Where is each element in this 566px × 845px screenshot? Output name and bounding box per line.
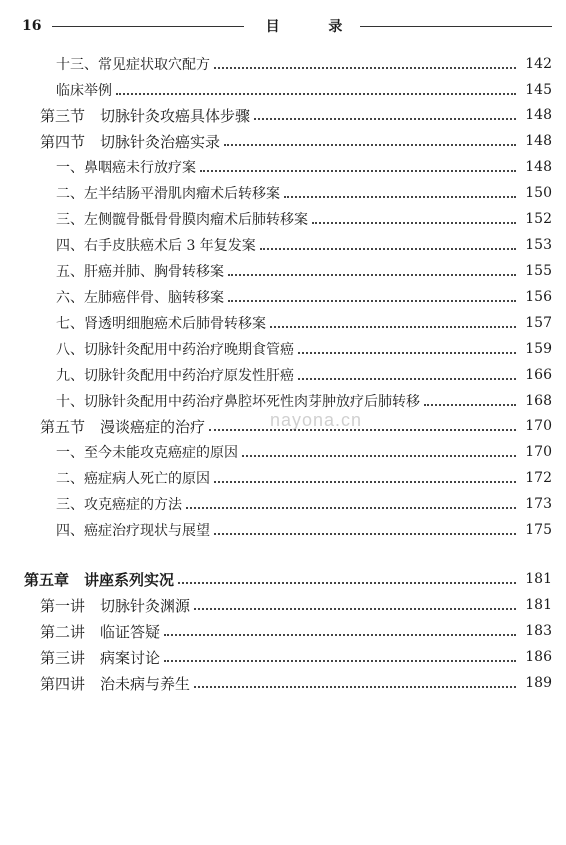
toc-entry-lecture[interactable]: [40, 645, 552, 669]
page-number: 16: [22, 18, 42, 34]
leader-dots: [200, 168, 516, 172]
toc-entry-label: 三、攻克癌症的方法: [56, 497, 182, 513]
toc-entry-page: 175: [525, 522, 552, 538]
toc-entry-page: 173: [525, 496, 552, 512]
leader-dots: [186, 505, 516, 509]
leader-dots: [228, 272, 516, 276]
leader-dots: [116, 91, 516, 95]
leader-dots: [214, 479, 516, 483]
toc-entry-page: 183: [525, 623, 552, 639]
toc-entry-page: 148: [525, 159, 552, 175]
toc-entry-page: 181: [525, 597, 552, 613]
toc-entry-label: 十三、常见症状取穴配方: [56, 57, 210, 73]
toc-entry-label: 六、左肺癌伴骨、脑转移案: [56, 290, 224, 306]
leader-dots: [178, 580, 516, 584]
toc-entry-label: 四、右手皮肤癌术后 3 年复发案: [56, 238, 256, 254]
toc-entry-page: 156: [525, 289, 552, 305]
leader-dots: [298, 350, 516, 354]
toc-entry-page: 170: [525, 418, 552, 434]
toc-entry-page: 150: [525, 185, 552, 201]
leader-dots: [164, 658, 516, 662]
toc-entry[interactable]: [56, 492, 552, 516]
leader-dots: [228, 298, 516, 302]
toc-entry-label: 八、切脉针灸配用中药治疗晚期食管癌: [56, 342, 294, 358]
toc-entry-page: 181: [525, 571, 552, 587]
leader-dots: [214, 531, 516, 535]
toc-entry-page: 142: [525, 56, 552, 72]
leader-dots: [254, 116, 516, 120]
toc-entry[interactable]: [56, 78, 552, 102]
toc-entry-page: 170: [525, 444, 552, 460]
toc-entry-label: 四、癌症治疗现状与展望: [56, 523, 210, 539]
leader-dots: [284, 194, 516, 198]
toc-entry-page: 157: [525, 315, 552, 331]
toc-entry-page: 172: [525, 470, 552, 486]
watermark-text: nayona.cn: [270, 410, 363, 430]
toc-entry[interactable]: [56, 52, 552, 76]
toc-entry-label: 第三讲 病案讨论: [40, 648, 161, 667]
toc-entry-label: 九、切脉针灸配用中药治疗原发性肝癌: [56, 368, 294, 384]
toc-entry[interactable]: [56, 311, 552, 335]
toc-entry-label: 第四讲 治未病与养生: [40, 674, 191, 693]
leader-dots: [194, 684, 516, 688]
toc-entry[interactable]: [56, 285, 552, 309]
leader-dots: [224, 142, 516, 146]
toc-entry[interactable]: [56, 337, 552, 361]
header-title: 目 录: [265, 19, 365, 35]
toc-entry-page: 186: [525, 649, 552, 665]
leader-dots: [424, 402, 516, 406]
toc-entry-chapter[interactable]: [24, 567, 552, 591]
leader-dots: [270, 324, 516, 328]
toc-entry-label: 二、左半结肠平滑肌肉瘤术后转移案: [56, 186, 280, 202]
leader-dots: [260, 246, 516, 250]
toc-entry[interactable]: [56, 207, 552, 231]
toc-entry-label: 五、肝癌并肺、胸骨转移案: [56, 264, 224, 280]
toc-entry[interactable]: [56, 363, 552, 387]
toc-entry-label: 临床举例: [56, 83, 112, 99]
toc-entry-label: 一、鼻咽癌未行放疗案: [56, 160, 196, 176]
leader-dots: [242, 453, 516, 457]
toc-entry-label: 一、至今未能攻克癌症的原因: [56, 445, 238, 461]
toc-entry-page: 168: [525, 393, 552, 409]
toc-entry[interactable]: [56, 440, 552, 464]
toc-entry[interactable]: [56, 466, 552, 490]
toc-entry-label: 第二讲 临证答疑: [40, 622, 161, 641]
toc-entry-label: 第三节 切脉针灸攻癌具体步骤: [40, 106, 251, 125]
toc-entry-page: 159: [525, 341, 552, 357]
toc-entry[interactable]: [56, 181, 552, 205]
toc-entry-lecture[interactable]: [40, 619, 552, 643]
leader-dots: [298, 376, 516, 380]
toc-entry-page: 148: [525, 107, 552, 123]
toc-entry-label: 十、切脉针灸配用中药治疗鼻腔坏死性肉芽肿放疗后肺转移: [56, 394, 420, 410]
toc-entry-page: 152: [525, 211, 552, 227]
toc-entry-label: 二、癌症病人死亡的原因: [56, 471, 210, 487]
toc-entry[interactable]: [56, 155, 552, 179]
toc-entry-page: 155: [525, 263, 552, 279]
toc-entry[interactable]: [56, 518, 552, 542]
toc-entry-label: 第一讲 切脉针灸渊源: [40, 596, 191, 615]
toc-entry[interactable]: [56, 259, 552, 283]
toc-entry-label: 七、肾透明细胞癌术后肺骨转移案: [56, 316, 266, 332]
toc-entry-label: 第五节 漫谈癌症的治疗: [40, 417, 206, 436]
leader-dots: [214, 65, 516, 69]
toc-entry-page: 166: [525, 367, 552, 383]
toc-entry-lecture[interactable]: [40, 671, 552, 695]
toc-entry-page: 153: [525, 237, 552, 253]
toc-entry-page: 189: [525, 675, 552, 691]
toc-entry-label: 三、左侧髋骨骶骨骨膜肉瘤术后肺转移案: [56, 212, 308, 228]
leader-dots: [194, 606, 516, 610]
toc-entry-label: 第五章 讲座系列实况: [24, 570, 175, 589]
toc-entry-page: 148: [525, 133, 552, 149]
toc-entry-section[interactable]: [40, 103, 552, 127]
toc-entry-section[interactable]: [40, 129, 552, 153]
leader-dots: [312, 220, 516, 224]
toc-entry-label: 第四节 切脉针灸治癌实录: [40, 132, 221, 151]
leader-dots: [209, 427, 516, 431]
toc-entry-page: 145: [525, 82, 552, 98]
toc-entry-lecture[interactable]: [40, 593, 552, 617]
leader-dots: [164, 632, 516, 636]
toc-entry[interactable]: [56, 233, 552, 257]
